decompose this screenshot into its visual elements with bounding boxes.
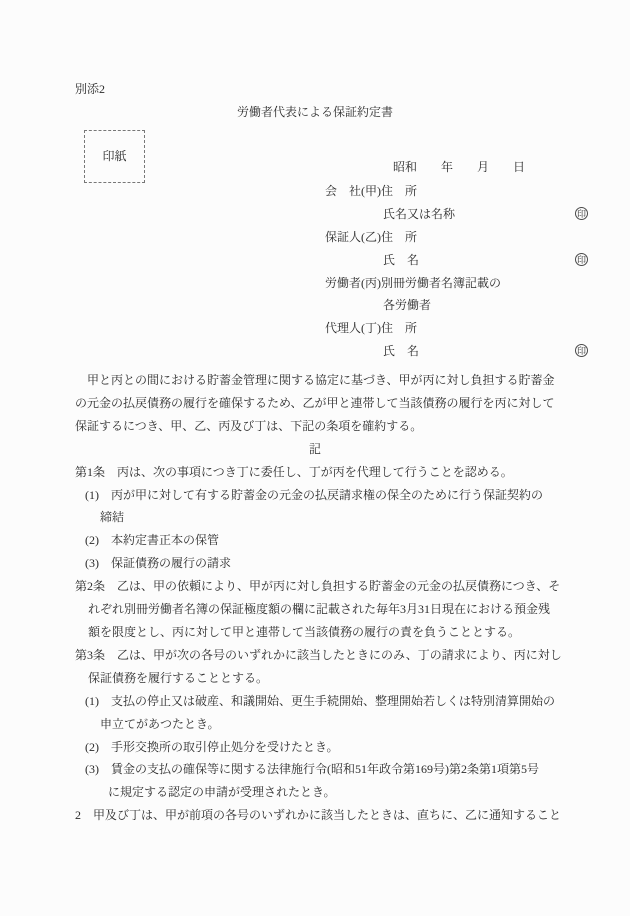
document-title: 労働者代表による保証約定書 [236,105,393,119]
sig-line [383,203,586,226]
sig-line [383,249,586,272]
sig-line [325,317,575,340]
body-line [85,758,555,781]
body-line [100,506,555,529]
body-line-text: 締結 [100,510,125,525]
revenue-stamp-label: 印紙 [102,149,127,164]
attachment-label: 別添2 [75,82,106,96]
sig-line-text: 会 社(甲)住 所 [325,184,417,198]
body-line-text: 甲と丙との間における貯蓄金管理に関する協定に基づき、甲が丙に対し負担する貯蓄金 [75,373,555,387]
body-line [85,736,555,759]
seal-icon: 印 [576,254,586,265]
body-line-text: に規定する認定の申請が受理されたとき。 [108,785,336,800]
body-line-text: 申立てがあつたとき。 [100,716,220,731]
sig-line-text: 労働者(丙)別冊労働者名簿記載の [325,275,501,290]
body-line-text: (3) 賃金の支払の確保等に関する法律施行令(昭和51年政令第169号)第2条第1項第5号 [85,762,539,777]
seal-icon: 印 [576,208,586,219]
body-line [88,667,555,690]
body-line [75,804,562,827]
body-line-text: 保証するにつき、甲、乙、丙及び丁は、下記の条項を確約する。 [75,418,423,433]
signature-block [325,180,586,363]
body-line [108,781,555,804]
body-line-text: (3) 保証債務の履行の請求 [85,556,231,571]
body-line [75,461,555,484]
body-line [88,621,555,644]
body-line-text: の元金の払戻債務の履行を確保するため、乙が甲と連帯して当該債務の履行を丙に対して [75,395,555,410]
body-line [85,552,555,575]
sig-line-text: 氏 名 [383,344,420,359]
body-line [75,438,555,461]
sig-line-text: 氏名又は名称 [383,206,456,221]
body-line [75,644,562,667]
body-line [85,484,555,507]
body-line-text: (2) 本約定書正本の保管 [85,533,219,548]
body-line [100,713,555,736]
sig-line-text: 代理人(丁)住 所 [325,321,417,336]
body-line [75,575,561,598]
sig-line-text: 各労働者 [383,298,432,313]
sig-line [325,272,575,295]
body-line [75,415,555,438]
body-line [85,690,555,713]
sig-line-text: 氏 名 [383,252,420,267]
body-line [85,529,555,552]
sig-line-text: 保証人(乙)住 所 [325,229,417,244]
body-line-text: 記 [308,441,321,456]
sig-line [383,294,575,317]
body-line-text: 第2条 乙は、甲の依頼により、甲が丙に対し負担する貯蓄金の元金の払戻債務につき、そ [75,579,561,594]
sig-line [383,340,586,363]
body-line-text: (2) 手形交換所の取引停止処分を受けたとき。 [85,739,339,754]
body-line [88,598,555,621]
body-line [75,369,555,392]
body-line-text: 第1条 丙は、次の事項につき丁に委任し、丁が丙を代理して行うことを認める。 [75,464,513,479]
body-line [75,392,555,415]
body-line-text: 第3条 乙は、甲が次の各号のいずれかに該当したときにのみ、丁の請求により、丙に対し [75,647,562,662]
body-line-text: れぞれ別冊労働者名簿の保証極度額の欄に記載された毎年3月31日現在における預金残 [88,602,551,617]
sig-line [325,226,575,249]
sig-line [325,180,575,203]
document-body [75,369,562,827]
body-line-text: 額を限度とし、丙に対して甲と連帯して当該債務の履行の責を負うこととする。 [88,624,521,639]
body-line-text: 2 甲及び丁は、甲が前項の各号のいずれかに該当したときは、直ちに、乙に通知すること [75,808,562,823]
date-line: 昭和 年 月 日 [393,160,526,174]
body-line-text: (1) 丙が甲に対して有する貯蓄金の元金の払戻請求権の保全のために行う保証契約の [85,487,543,502]
body-line-text: (1) 支払の停止又は破産、和議開始、更生手続開始、整理開始若しくは特別清算開始の [85,693,555,708]
body-line-text: 保証債務を履行することとする。 [88,670,269,685]
seal-icon: 印 [576,346,586,357]
revenue-stamp-box [84,130,145,183]
